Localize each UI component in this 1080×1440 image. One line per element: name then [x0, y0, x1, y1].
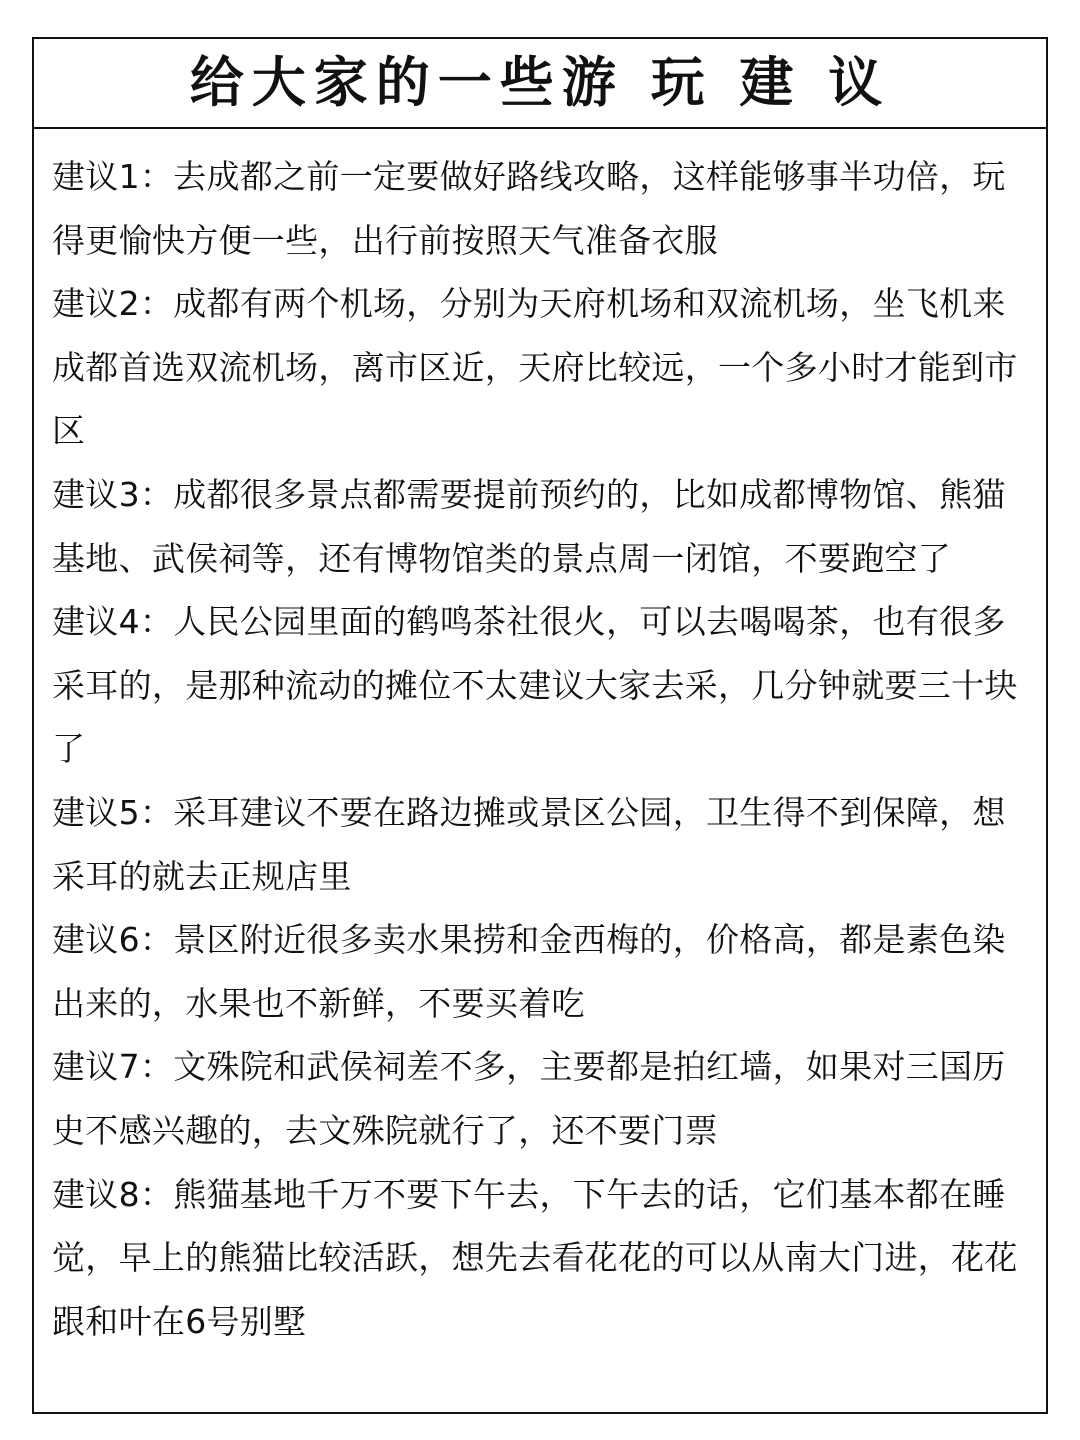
page-title: 给大家的一些游 玩 建 议 — [189, 51, 891, 114]
tip-item: 建议7：文殊院和武侯祠差不多，主要都是拍红墙，如果对三国历史不感兴趣的，去文殊院就行了，还不要门票 — [52, 1047, 1006, 1150]
tip-item: 建议3：成都很多景点都需要提前预约的，比如成都博物馆、熊猫基地、武侯祠等，还有博物馆类的景点周一闭馆，不要跑空了 — [52, 474, 1006, 578]
tips-list — [34, 129, 1046, 1353]
title-bar — [34, 39, 1046, 129]
tip-item: 建议4：人民公园里面的鹤鸣茶社很火，可以去喝喝茶，也有很多采耳的，是那种流动的摊位不太建议大家去采，几分钟就要三十块了 — [52, 602, 1018, 769]
tip-item: 建议8：熊猫基地千万不要下午去，下午去的话，它们基本都在睡觉，早上的熊猫比较活跃，想先去看花花的可以从南大门进，花花跟和叶在6号别墅 — [52, 1174, 1018, 1341]
tip-item: 建议1：去成都之前一定要做好路线攻略，这样能够事半功倍，玩得更愉快方便一些，出行前按照天气准备衣服 — [52, 157, 1006, 260]
tip-item: 建议6：景区附近很多卖水果捞和金西梅的，价格高，都是素色染出来的，水果也不新鲜，不要买着吃 — [52, 920, 1006, 1023]
tip-item: 建议2：成都有两个机场，分别为天府机场和双流机场，坐飞机来成都首选双流机场，离市区近，天府比较远，一个多小时才能到市区 — [52, 284, 1018, 451]
tip-item: 建议5：采耳建议不要在路边摊或景区公园，卫生得不到保障，想采耳的就去正规店里 — [52, 792, 1006, 896]
tips-card — [32, 37, 1048, 1414]
